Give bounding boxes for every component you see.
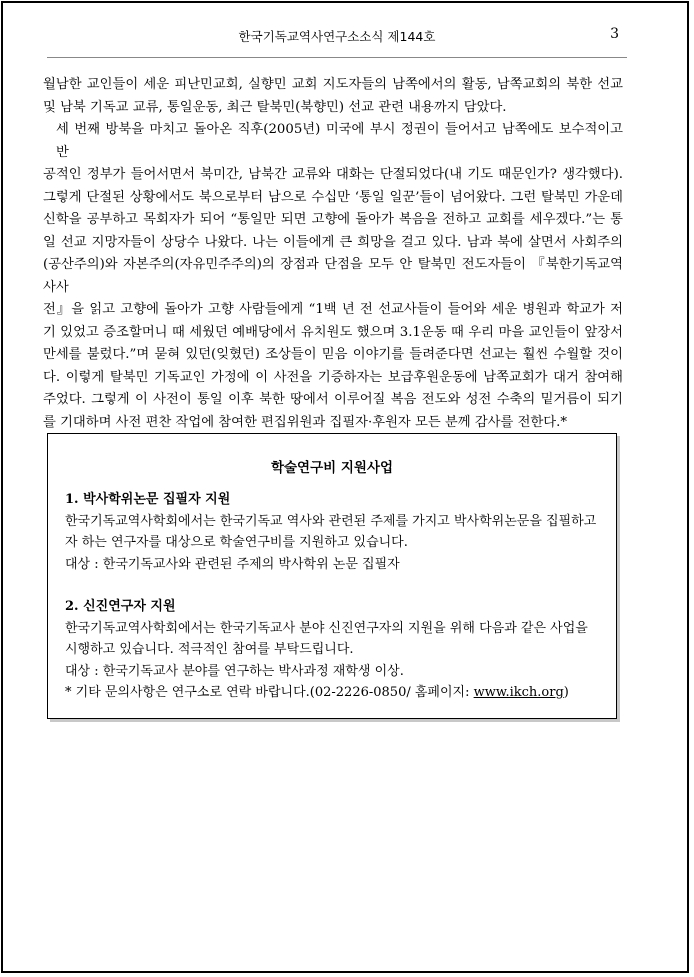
body-line: 를 기대하며 사전 편찬 작업에 참여한 편집위원과 집필자·후원자 모든 분께 감사를 전한다.* [43, 414, 568, 430]
notice-line: 한국기독교역사학회에서는 한국기독교사 분야 신진연구자의 지원을 위해 다음과 같은 사업을 [65, 620, 588, 636]
body-line: 만세를 불렀다.”며 묻혀 있던(잊혔던) 조상들이 믿음 이야기를 들려준다면 선교는 훨씬 수월할 것이 [43, 347, 623, 362]
body-line: 및 남북 기독교 교류, 통일운동, 최근 탈북민(북향민) 선교 관련 내용까지 담았다. [43, 99, 507, 115]
contact-text: * 기타 문의사항은 연구소로 연락 바랍니다.(02-2226-0850/ 홈페이지: [65, 685, 474, 700]
notice-line: 자 하는 연구자를 대상으로 학술연구비를 지원하고 있습니다. [65, 535, 408, 550]
page-number: 3 [610, 26, 619, 42]
page-header [47, 21, 627, 58]
section-title: 2. 신진연구자 지원 [65, 599, 176, 614]
body-line: 공적인 정부가 들어서면서 북미간, 남북간 교류와 대화는 단절되었다(내 기도 때문인가? 생각했다). [43, 167, 623, 182]
body-line: (공산주의)와 자본주의(자유민주주의)의 장점과 단점을 모두 안 탈북민 전도자들이 『북한기독교역사사 [43, 257, 623, 295]
section-title: 1. 박사학위논문 집필자 지원 [65, 492, 231, 507]
body-line: 다. 이렇게 탈북민 기독교인 가정에 이 사전을 기증하자는 보급후원운동에 남쪽교회가 대거 참여해 [43, 369, 623, 385]
notice-title: 학술연구비 지원사업 [270, 460, 394, 476]
notice-line: 시행하고 있습니다. 적극적인 참여를 부탁드립니다. [65, 642, 354, 657]
body-line: 주었다. 그렇게 이 사전이 통일 이후 북한 땅에서 이루어질 복음 전도와 성전 수축의 밑거름이 되기 [43, 392, 623, 407]
notice-line: 한국기독교역사학회에서는 한국기독교 역사와 관련된 주제를 가지고 박사학위논문을 집필하고 [65, 513, 597, 529]
body-line: 그렇게 단절된 상황에서도 북으로부터 남으로 수십만 ‘통일 일꾼’들이 넘어왔다. 그런 탈북민 가운데 [43, 189, 623, 205]
body-line: 일 선교 지망자들이 상당수 나왔다. 나는 이들에게 큰 희망을 걸고 있다. 남과 북에 살면서 사회주의 [43, 234, 623, 250]
body-line: 세 번째 방북을 마치고 돌아온 직후(2005년) 미국에 부시 정권이 들어서고 남쪽에도 보수적이고 반 [56, 122, 623, 160]
body-line: 월남한 교인들이 세운 피난민교회, 실향민 교회 지도자들의 남쪽에서의 활동, 남쪽교회의 북한 선교 [43, 77, 623, 92]
notice-line: 대상 : 한국기독교사와 관련된 주제의 박사학위 논문 집필자 [65, 556, 400, 572]
notice-body [65, 489, 605, 704]
homepage-link[interactable]: www.ikch.org [473, 685, 564, 700]
body-line: 신학을 공부하고 목회자가 되어 “통일만 되면 고향에 돌아가 복음을 전하고 교회를 세우겠다.”는 통 [43, 212, 623, 227]
research-grant-notice-box [47, 433, 617, 719]
body-line: 전』을 읽고 고향에 돌아가 고향 사람들에게 “1백 년 전 선교사들이 들어와 세운 병원과 학교가 저 [43, 302, 623, 317]
contact-suffix: ) [563, 685, 569, 700]
newsletter-title: 한국기독교역사연구소소식 제144호 [238, 29, 436, 44]
article-body [43, 74, 623, 434]
notice-line: 대상 : 한국기독교사 분야를 연구하는 박사과정 재학생 이상. [65, 663, 404, 679]
contact-line [65, 682, 605, 704]
body-line: 기 있었고 증조할머니 때 세웠던 예배당에서 유치원도 했으며 3.1운동 때 우리 마을 교인들이 앞장서 [43, 324, 623, 340]
